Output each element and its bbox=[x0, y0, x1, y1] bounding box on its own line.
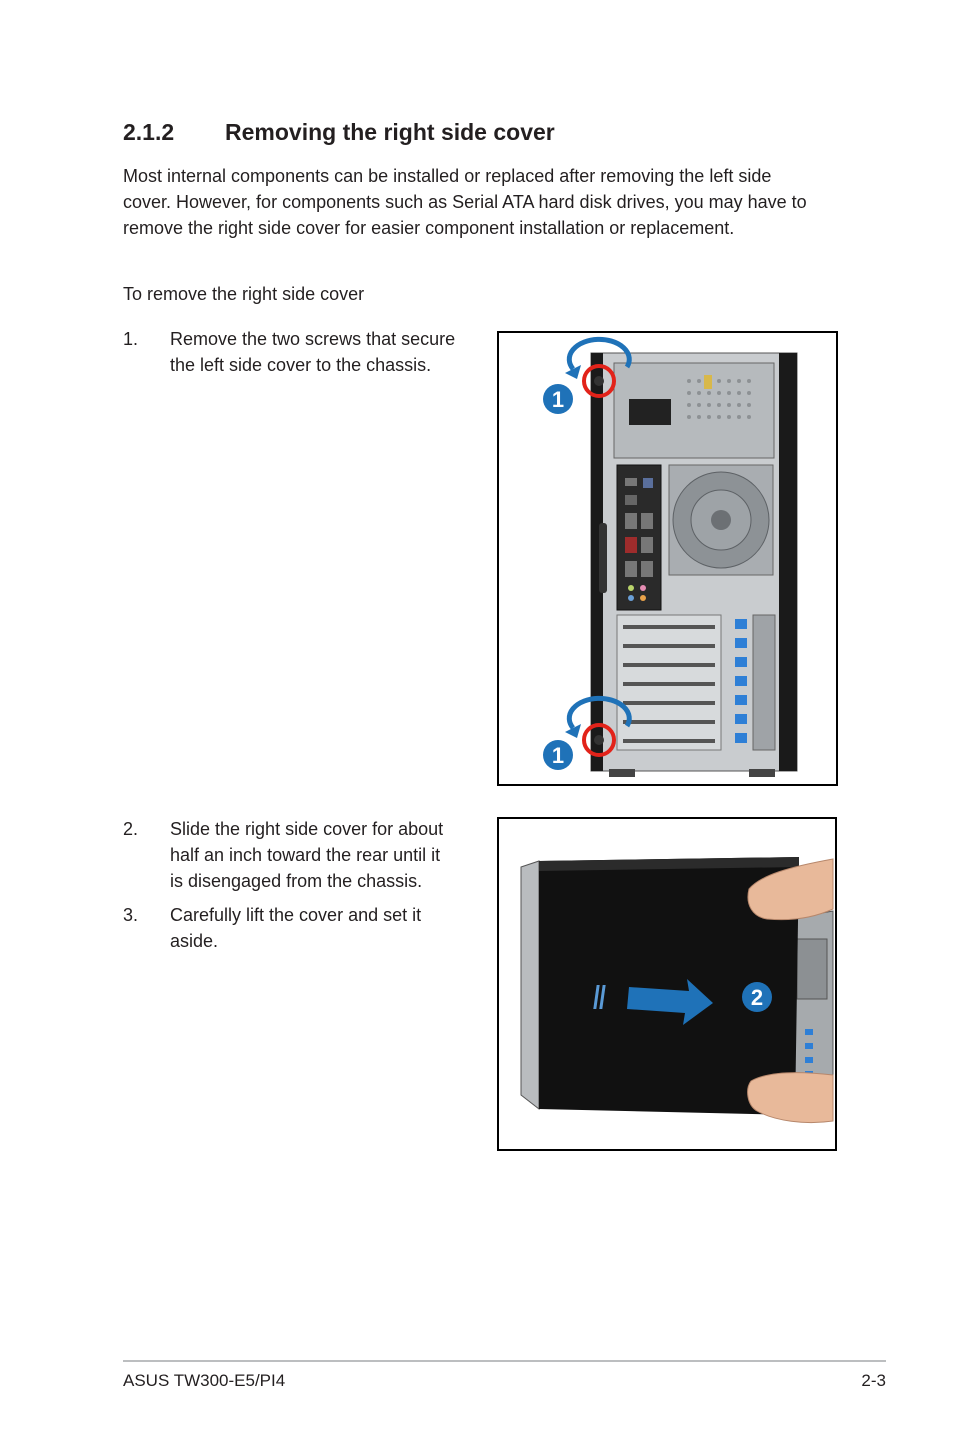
rear-view-figure bbox=[497, 331, 838, 786]
step-line: the left side cover to the chassis. bbox=[170, 355, 432, 375]
step-line: Slide the right side cover for about bbox=[170, 819, 444, 839]
section-heading bbox=[123, 119, 555, 146]
footer-page-number: 2-3 bbox=[861, 1371, 886, 1390]
step-number: 3. bbox=[123, 905, 139, 925]
section-number: 2.1.2 bbox=[123, 119, 175, 145]
side-view-figure bbox=[497, 817, 837, 1151]
step-line: is disengaged from the chassis. bbox=[170, 871, 423, 891]
footer-product-name: ASUS TW300-E5/PI4 bbox=[123, 1371, 286, 1390]
procedure-lead: To remove the right side cover bbox=[123, 284, 365, 304]
footer-rule bbox=[123, 1360, 886, 1362]
callout-label: 2 bbox=[750, 985, 764, 1010]
callout-label: 1 bbox=[551, 387, 565, 412]
step-line: aside. bbox=[170, 931, 219, 951]
step-number: 1. bbox=[123, 329, 139, 349]
step-line: Carefully lift the cover and set it bbox=[170, 905, 422, 925]
rear-view-illustration bbox=[499, 333, 836, 784]
section-title: Removing the right side cover bbox=[225, 119, 555, 145]
step-line: Remove the two screws that secure bbox=[170, 329, 456, 349]
intro-paragraph: Most internal components can be installed or replaced after removing the left side cover. However, for components such as Serial ATA hard disk drives, you may have to remove the right side cover for easier component installation or replacement. bbox=[123, 166, 807, 238]
side-view-illustration bbox=[499, 819, 835, 1149]
callout-label: 1 bbox=[551, 743, 565, 768]
step-line: half an inch toward the rear until it bbox=[170, 845, 441, 865]
step-number: 2. bbox=[123, 819, 139, 839]
